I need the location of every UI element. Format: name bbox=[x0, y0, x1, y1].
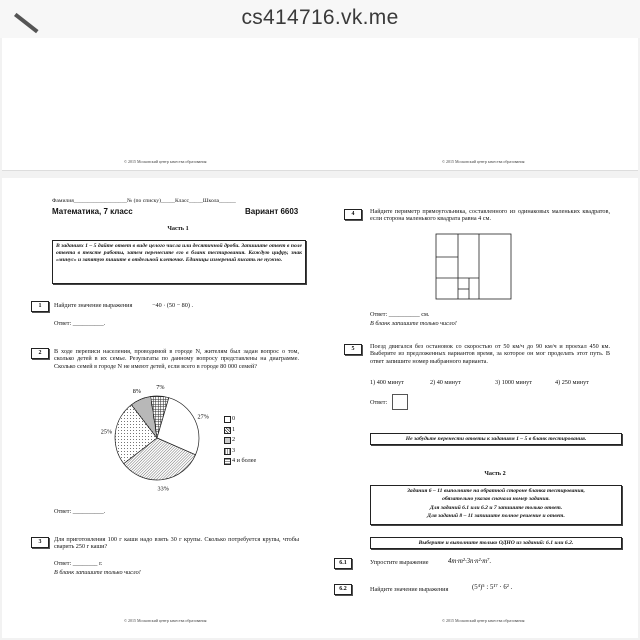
browser-bar bbox=[0, 0, 640, 38]
legend-item bbox=[224, 436, 284, 447]
part2-line-4: Для заданий 8 – 11 запишите полное решение и ответ. bbox=[427, 513, 565, 520]
task5-number: 5 bbox=[344, 344, 362, 355]
part2-title: Часть 2 bbox=[484, 470, 506, 477]
task3-text: Для приготовления 100 г каши надо взять 30 г крупы. Сколько потребуется крупы, чтобы сварить 250 г каши? bbox=[54, 536, 299, 551]
legend-label: 2 bbox=[232, 436, 236, 443]
legend-label: 1 bbox=[232, 425, 236, 433]
task5-option-3: 3) 1000 минут bbox=[495, 379, 532, 386]
legend-label: 0 bbox=[232, 415, 236, 422]
task62-text: Найдите значение выражения bbox=[370, 586, 449, 593]
task1-expr: −40 · (50 − 80) . bbox=[152, 302, 194, 309]
url-title[interactable]: cs414716.vk.me bbox=[241, 6, 399, 29]
footer-right: © 2015 Московский центр качества образования bbox=[442, 159, 525, 164]
subject: Математика, 7 класс bbox=[52, 207, 133, 216]
reminder-box bbox=[370, 433, 622, 445]
page-top bbox=[2, 38, 638, 171]
legend-label: 3 bbox=[232, 446, 236, 454]
task5-answer-box[interactable] bbox=[392, 394, 408, 410]
choose-text: Выберите и выполните только ОДНО из заданий: 6.1 или 6.2. bbox=[418, 540, 574, 546]
task3-number: 3 bbox=[31, 537, 49, 548]
task3-note: В бланк запишите только число! bbox=[54, 569, 141, 576]
footer2-left: © 2015 Московский центр качества образования bbox=[124, 618, 207, 623]
part2-line-3: Для заданий 6.1 или 6.2 и 7 запишите только ответ. bbox=[429, 504, 563, 511]
task1-number: 1 bbox=[31, 301, 49, 312]
task2-answer[interactable]: Ответ: __________. bbox=[54, 508, 106, 515]
pie-label-0: 27% bbox=[197, 413, 209, 421]
pie-label-2: 25% bbox=[100, 428, 113, 436]
footer2-right: © 2015 Московский центр качества образования bbox=[442, 618, 525, 623]
legend-label: 4 и более bbox=[232, 457, 257, 464]
page-main bbox=[2, 178, 638, 638]
part2-line-1: Задания 6 – 11 выполните на обратной стороне бланка тестирования, bbox=[407, 488, 585, 494]
task5-text: Поезд двигался без остановок со скоростью от 50 км/ч до 90 км/ч и проехал 450 км. Выберите из предложенных вариантов время, за которое он мог проделать этот путь. В ответ запишите номер выбранного варианта. bbox=[370, 343, 610, 365]
legend-swatch bbox=[224, 448, 231, 455]
task62-number: 6.2 bbox=[334, 584, 352, 595]
task3-answer[interactable]: Ответ: ________ г. bbox=[54, 560, 103, 567]
choose-box bbox=[370, 537, 622, 549]
task61-text: Упростите выражение bbox=[370, 559, 429, 566]
pie-label-4-и-более: 7% bbox=[156, 384, 165, 392]
legend-item bbox=[224, 447, 284, 458]
task5-option-2: 2) 40 минут bbox=[430, 379, 461, 386]
task2-number: 2 bbox=[31, 348, 49, 359]
instructions-box bbox=[52, 240, 306, 284]
legend-item bbox=[224, 457, 284, 468]
rectangle-figure bbox=[435, 233, 513, 301]
task5-option-4: 4) 250 минут bbox=[555, 379, 589, 386]
task5-answer-label: Ответ: bbox=[370, 399, 388, 406]
instructions-text: В заданиях 1 – 5 дайте ответ в виде целого числа или десятичной дроби. Запишите ответ в поле ответа в тексте работы, затем перенесите его в бланк тестирования. Каждую цифру, знак «минус» и запятую пишите в отдельной клеточке. Единицы измерений писать не нужно. bbox=[56, 243, 302, 263]
task2-text: В ходе переписи населения, проводимой в городе N, жителям был задан вопрос о том, сколько детей в их семье. Результаты по данному вопросу представлены на диаграмме. Сколько семей в городе N не имеют детей, если всего в городе 80 000 семей? bbox=[54, 348, 299, 370]
part2-instructions-box bbox=[370, 485, 622, 525]
task61-expr: 4m·m²·3n·n²·m⁷. bbox=[448, 558, 492, 565]
task4-note: В бланк запишите только число! bbox=[370, 320, 457, 327]
legend-swatch bbox=[224, 427, 231, 434]
task1-answer[interactable]: Ответ: __________. bbox=[54, 320, 106, 327]
part1-title: Часть 1 bbox=[167, 225, 189, 232]
pie-label-1: 33% bbox=[157, 485, 169, 493]
name-line: Фамилия___________________№ (по списку)_____Класс_____Школа______ bbox=[52, 198, 236, 204]
task62-expr: (5⁴)⁵ : 5¹⁷ · 6² . bbox=[472, 584, 513, 591]
task1-text: Найдите значение выражения bbox=[54, 302, 133, 309]
task61-number: 6.1 bbox=[334, 558, 352, 569]
pie-legend bbox=[224, 415, 284, 468]
part2-line-2: обязательно указав сначала номер задания. bbox=[442, 496, 550, 503]
task4-number: 4 bbox=[344, 209, 362, 220]
legend-swatch bbox=[224, 437, 231, 444]
footer-left: © 2015 Московский центр качества образования bbox=[124, 159, 207, 164]
task5-option-1: 1) 400 минут bbox=[370, 379, 404, 386]
legend-item bbox=[224, 415, 284, 426]
task4-text: Найдите периметр прямоугольника, составленного из одинаковых маленьких квадратов, если сторона маленького квадрата равна 4 см. bbox=[370, 208, 610, 223]
pie-label-3: 8% bbox=[132, 388, 142, 396]
legend-swatch bbox=[224, 458, 231, 465]
variant: Вариант 6603 bbox=[245, 207, 299, 216]
legend-swatch bbox=[224, 416, 231, 423]
legend-item bbox=[224, 426, 284, 437]
task4-answer[interactable]: Ответ: __________ см. bbox=[370, 311, 430, 318]
reminder-text: Не забудьте перенести ответы к заданиям 1 – 5 в бланк тестирования. bbox=[405, 436, 587, 442]
